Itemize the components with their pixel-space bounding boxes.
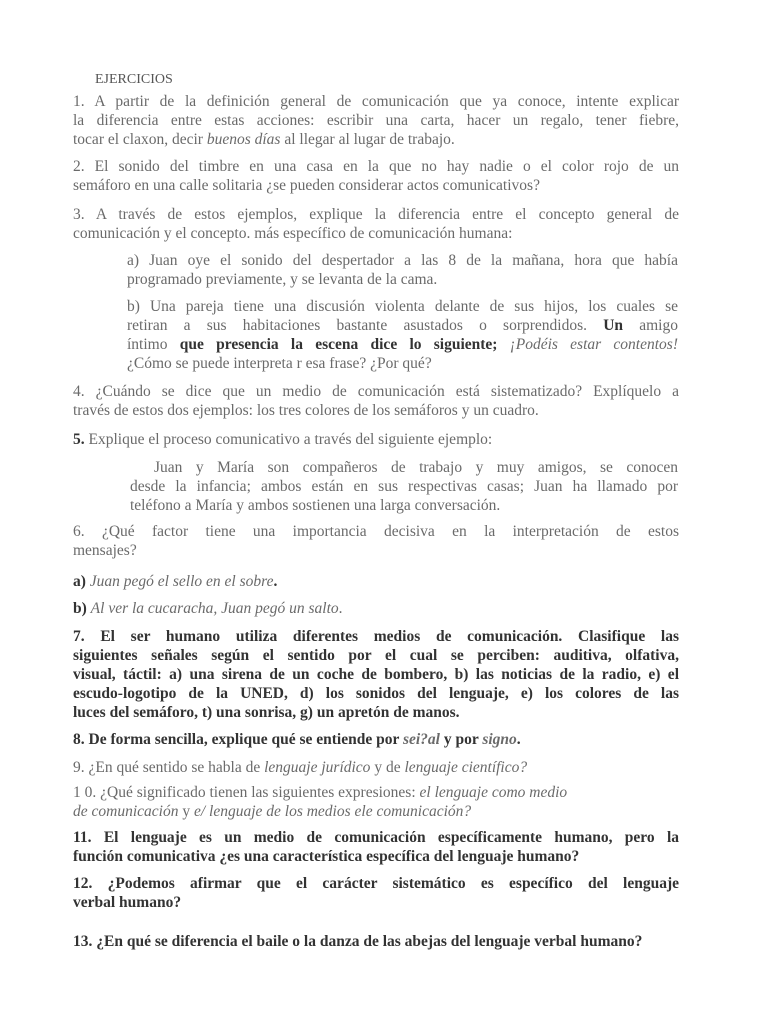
text-segment: b) (73, 600, 91, 617)
text-segment: . (338, 600, 343, 617)
text-line: semáforo en una calle solitaria ¿se pueden considerar actos comunicativos? (73, 177, 540, 194)
text-line: visual, táctil: a) una sirena de un coche de bombero, b) las noticias de la radio, e) el (73, 666, 679, 683)
text-line: 2. El sonido del timbre en una casa en la que no hay nadie o el color rojo de un (73, 158, 679, 175)
text-segment: retiran a sus habitaciones bastante asustados o sorprendidos. (127, 317, 604, 334)
text-segment: a) (73, 573, 90, 590)
text-line (127, 316, 678, 335)
text-segment: ¡Podéis estar contentos! (497, 336, 678, 353)
text-line (73, 730, 679, 749)
text-line: través de estos dos ejemplos: los tres colores de los semáforos y un cuadro. (73, 402, 539, 419)
exercises-heading: EJERCICIOS (95, 72, 173, 87)
text-segment: Explique el proceso comunicativo a través del siguiente ejemplo: (84, 431, 493, 448)
text-segment: . (273, 573, 278, 590)
text-line (73, 599, 679, 618)
text-segment: de comunicación (73, 803, 179, 820)
text-line: comunicación y el concepto. más específico de comunicación humana: (73, 225, 513, 242)
text-segment: sei?al (402, 731, 440, 748)
text-segment: Al ver la cucaracha, Juan pegó un salto (90, 600, 339, 617)
text-line: escudo-logotipo de la UNED, d) los sonidos del lenguaje, e) los colores de las (73, 685, 679, 702)
text-line: programado previamente, y se levanta de la cama. (127, 271, 438, 288)
text-line: b) Una pareja tiene una discusión violenta delante de sus hijos, los cuales se (127, 298, 678, 315)
text-segment: Juan pegó el sello en el sobre (89, 573, 274, 590)
text-line: 13. ¿En qué se diferencia el baile o la danza de las abejas del lenguaje verbal humano? (73, 933, 643, 950)
text-line: 12. ¿Podemos afirmar que el carácter sistemático es específico del lenguaje (73, 875, 679, 892)
text-segment: que presencia la escena dice lo siguiente; (179, 336, 498, 353)
text-line: teléfono a María y ambos sostienen una larga conversación. (130, 497, 501, 514)
text-segment: signo (482, 731, 517, 748)
text-segment: 9. ¿En qué sentido se habla de (73, 759, 265, 776)
text-line: desde la infancia; ambos están en sus respectivas casas; Juan ha llamado por (130, 478, 678, 495)
text-segment: el lenguaje como medio (419, 784, 568, 801)
text-segment: al llegar al lugar de trabajo. (280, 131, 455, 148)
text-segment: buenos días (206, 131, 281, 148)
text-line: mensajes? (73, 542, 137, 559)
text-line: la diferencia entre estas acciones: escribir una carta, hacer un regalo, tener fiebre, (73, 112, 679, 129)
text-segment: íntimo (127, 336, 180, 353)
text-line (73, 783, 679, 802)
text-line: siguientes señales según el sentido por el cual se perciben: auditiva, olfativa, (73, 647, 679, 664)
text-segment: y (178, 803, 194, 820)
text-line: a) Juan oye el sonido del despertador a las 8 de la mañana, hora que había (127, 252, 678, 269)
text-line: 6. ¿Qué factor tiene una importancia decisiva en la interpretación de estos (73, 523, 679, 540)
text-line: luces del semáforo, t) una sonrisa, g) un apretón de manos. (73, 704, 460, 721)
text-line (73, 130, 679, 149)
text-segment: lenguaje científico? (404, 759, 528, 776)
text-line: ¿Cómo se puede interpreta r esa frase? ¿Por qué? (127, 355, 432, 372)
text-line: función comunicativa ¿es una característica específica del lenguaje humano? (73, 848, 580, 865)
text-line (73, 572, 679, 591)
text-segment: Un (603, 317, 624, 334)
text-line: Juan y María son compañeros de trabajo y muy amigos, se conocen (154, 459, 678, 476)
text-line: verbal humano? (73, 894, 182, 911)
text-segment: e/ lenguaje de los medios ele comunicación? (193, 803, 472, 820)
text-line (73, 802, 679, 821)
text-segment: amigo (623, 317, 678, 334)
text-line (73, 430, 679, 449)
text-line: 3. A través de estos ejemplos, explique la diferencia entre el concepto general de (73, 206, 679, 223)
text-segment: 1 0. ¿Qué significado tienen las siguientes expresiones: (73, 784, 420, 801)
text-line (127, 335, 678, 354)
text-segment: y de (370, 759, 405, 776)
text-segment: 8. De forma sencilla, explique qué se entiende por (73, 731, 403, 748)
text-segment: tocar el claxon, decir (73, 131, 207, 148)
text-line: 11. El lenguaje es un medio de comunicación específicamente humano, pero la (73, 829, 679, 846)
text-line: 7. El ser humano utiliza diferentes medios de comunicación. Clasifique las (73, 628, 679, 645)
text-segment: lenguaje jurídico (264, 759, 371, 776)
text-line: 4. ¿Cuándo se dice que un medio de comunicación está sistematizado? Explíquelo a (73, 383, 679, 400)
text-line: 1. A partir de la definición general de comunicación que ya conoce, intente explicar (73, 93, 679, 110)
text-segment: y por (439, 731, 483, 748)
text-segment: 5. (73, 431, 85, 448)
text-line (73, 758, 679, 777)
text-segment: . (516, 731, 521, 748)
